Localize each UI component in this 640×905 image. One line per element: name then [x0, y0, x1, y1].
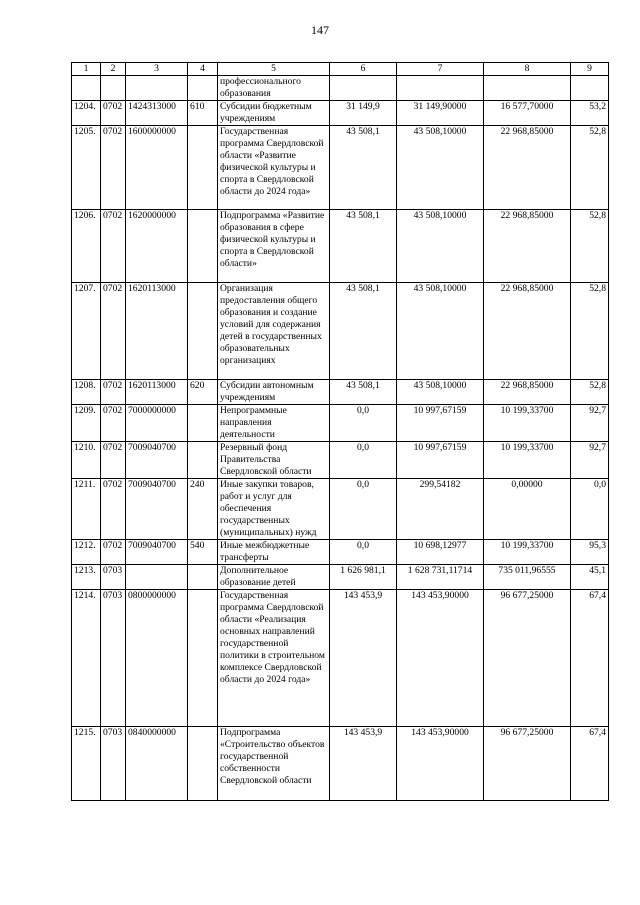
cell-approved: 1 626 981,1: [330, 565, 397, 590]
cell-name: Подпрограмма «Развитие образования в сфере физической культуры и спорта в Свердловской области»: [218, 210, 330, 283]
column-header: 4: [188, 63, 218, 76]
cell-name: Государственная программа Свердловской области «Реализация основных направлений государственной политики в строительном комплексе Свердловской области до 2024 года»: [218, 590, 330, 727]
cell-approved: 143 453,9: [330, 590, 397, 727]
cell-executed: 22 968,85000: [484, 210, 571, 283]
cell-row-number: 1204.: [72, 101, 101, 126]
table-row: [72, 283, 609, 380]
cell-expense-type: [188, 590, 218, 727]
cell-section: 0702: [101, 126, 126, 210]
cell-plan: 43 508,10000: [397, 126, 484, 210]
cell-row-number: 1212.: [72, 540, 101, 565]
cell-plan: 10 698,12977: [397, 540, 484, 565]
cell-executed: 22 968,85000: [484, 126, 571, 210]
table-row: [72, 101, 609, 126]
cell-plan: 10 997,67159: [397, 442, 484, 479]
cell-row-number: 1209.: [72, 405, 101, 442]
cell-section: 0703: [101, 590, 126, 727]
cell-name: Государственная программа Свердловской области «Развитие физической культуры и спорта в Свердловской области до 2024 года»: [218, 126, 330, 210]
cell-target-code: 7009040700: [126, 479, 188, 540]
cell-section: 0702: [101, 405, 126, 442]
column-header: 5: [218, 63, 330, 76]
cell-name: профессионального образования: [218, 76, 330, 101]
cell-percent: 45,1: [571, 565, 609, 590]
cell-expense-type: 620: [188, 380, 218, 405]
cell-approved: 143 453,9: [330, 727, 397, 801]
cell-percent: 92,7: [571, 442, 609, 479]
cell-expense-type: [188, 126, 218, 210]
cell-percent: 53,2: [571, 101, 609, 126]
cell-row-number: 1208.: [72, 380, 101, 405]
cell-name: Иные межбюджетные трансферты: [218, 540, 330, 565]
cell-percent: 67,4: [571, 590, 609, 727]
cell-plan: 43 508,10000: [397, 380, 484, 405]
column-header: 2: [101, 63, 126, 76]
column-header: 6: [330, 63, 397, 76]
cell-percent: 67,4: [571, 727, 609, 801]
cell-expense-type: 240: [188, 479, 218, 540]
column-header: 9: [571, 63, 609, 76]
cell-name: Субсидии бюджетным учреждениям: [218, 101, 330, 126]
cell-section: 0702: [101, 101, 126, 126]
cell-expense-type: [188, 210, 218, 283]
cell-section: 0703: [101, 727, 126, 801]
column-header: 3: [126, 63, 188, 76]
cell-executed: 10 199,33700: [484, 442, 571, 479]
cell-plan: 10 997,67159: [397, 405, 484, 442]
cell-expense-type: [188, 727, 218, 801]
cell-expense-type: [188, 565, 218, 590]
table-row: [72, 126, 609, 210]
cell-percent: 52,8: [571, 380, 609, 405]
cell-percent: 52,8: [571, 210, 609, 283]
cell-approved: 43 508,1: [330, 283, 397, 380]
cell-row-number: 1211.: [72, 479, 101, 540]
cell-executed: 10 199,33700: [484, 540, 571, 565]
cell-section: 0702: [101, 442, 126, 479]
table-row: [72, 590, 609, 727]
cell-approved: 43 508,1: [330, 126, 397, 210]
cell-plan: 143 453,90000: [397, 590, 484, 727]
cell-row-number: 1205.: [72, 126, 101, 210]
cell-name: Организация предоставления общего образования и создание условий для содержания детей в государственных образовательных организациях: [218, 283, 330, 380]
column-header: 1: [72, 63, 101, 76]
cell-name: Субсидии автономным учреждениям: [218, 380, 330, 405]
cell-plan: 299,54182: [397, 479, 484, 540]
cell-executed: 0,00000: [484, 479, 571, 540]
cell-target-code: 7000000000: [126, 405, 188, 442]
cell-section: 0702: [101, 380, 126, 405]
cell-expense-type: 610: [188, 101, 218, 126]
cell-name: Подпрограмма «Строительство объектов государственной собственности Свердловской области: [218, 727, 330, 801]
cell-percent: 52,8: [571, 126, 609, 210]
cell-target-code: 0800000000: [126, 590, 188, 727]
cell-plan: 1 628 731,11714: [397, 565, 484, 590]
column-number-header: [72, 63, 609, 76]
cell-row-number: 1210.: [72, 442, 101, 479]
cell-executed: 735 011,96555: [484, 565, 571, 590]
cell-section: 0702: [101, 283, 126, 380]
cell-expense-type: 540: [188, 540, 218, 565]
cell-percent: 0,0: [571, 479, 609, 540]
cell-executed: 16 577,70000: [484, 101, 571, 126]
cell-target-code: 7009040700: [126, 442, 188, 479]
cell-section: 0702: [101, 210, 126, 283]
cell-row-number: 1215.: [72, 727, 101, 801]
cell-approved: 0,0: [330, 442, 397, 479]
cell-name: Дополнительное образование детей: [218, 565, 330, 590]
cell-executed: 96 677,25000: [484, 590, 571, 727]
table-row: [72, 540, 609, 565]
cell-row-number: 1207.: [72, 283, 101, 380]
cell-executed: 96 677,25000: [484, 727, 571, 801]
cell-expense-type: [188, 283, 218, 380]
cell-percent: 95,3: [571, 540, 609, 565]
cell-approved: 0,0: [330, 540, 397, 565]
budget-table: [71, 62, 609, 801]
cell-percent: 92,7: [571, 405, 609, 442]
table-row: [72, 210, 609, 283]
cell-target-code: 0840000000: [126, 727, 188, 801]
table-row: [72, 565, 609, 590]
page-number: 147: [311, 23, 329, 37]
cell-name: Иные закупки товаров, работ и услуг для обеспечения государственных (муниципальных) нужд: [218, 479, 330, 540]
table-row: [72, 405, 609, 442]
cell-row-number: 1214.: [72, 590, 101, 727]
cell-executed: 22 968,85000: [484, 380, 571, 405]
cell-plan: 43 508,10000: [397, 283, 484, 380]
cell-target-code: 7009040700: [126, 540, 188, 565]
cell-approved: 31 149,9: [330, 101, 397, 126]
cell-target-code: 1600000000: [126, 126, 188, 210]
cell-target-code: [126, 565, 188, 590]
cell-percent: 52,8: [571, 283, 609, 380]
cell-approved: 43 508,1: [330, 380, 397, 405]
cell-executed: 10 199,33700: [484, 405, 571, 442]
cell-approved: 0,0: [330, 479, 397, 540]
cell-plan: 43 508,10000: [397, 210, 484, 283]
cell-approved: 43 508,1: [330, 210, 397, 283]
table-row: [72, 442, 609, 479]
cell-plan: 143 453,90000: [397, 727, 484, 801]
cell-target-code: 1424313000: [126, 101, 188, 126]
cell-name: Резервный фонд Правительства Свердловской области: [218, 442, 330, 479]
cell-section: 0703: [101, 565, 126, 590]
cell-name: Непрограммные направления деятельности: [218, 405, 330, 442]
cell-target-code: 1620000000: [126, 210, 188, 283]
column-header: 7: [397, 63, 484, 76]
cell-row-number: 1213.: [72, 565, 101, 590]
cell-row-number: 1206.: [72, 210, 101, 283]
table-row: [72, 380, 609, 405]
cell-target-code: 1620113000: [126, 380, 188, 405]
continuation-row: [72, 76, 609, 101]
table-row: [72, 479, 609, 540]
cell-expense-type: [188, 405, 218, 442]
cell-section: 0702: [101, 479, 126, 540]
column-header: 8: [484, 63, 571, 76]
cell-expense-type: [188, 442, 218, 479]
cell-executed: 22 968,85000: [484, 283, 571, 380]
cell-approved: 0,0: [330, 405, 397, 442]
cell-section: 0702: [101, 540, 126, 565]
table-row: [72, 727, 609, 801]
cell-target-code: 1620113000: [126, 283, 188, 380]
cell-plan: 31 149,90000: [397, 101, 484, 126]
